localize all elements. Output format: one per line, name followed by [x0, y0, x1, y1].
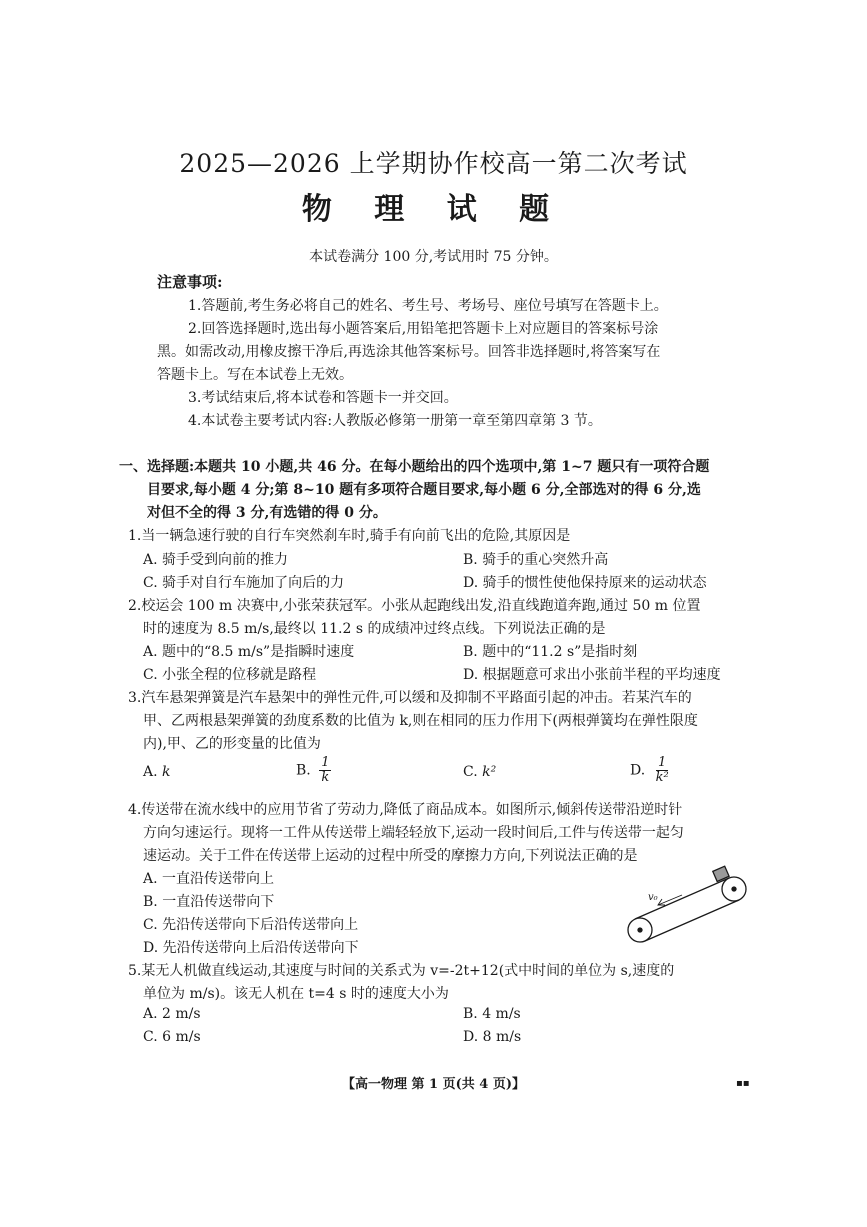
q2-option-b: B. 题中的“11.2 s”是指时刻 [463, 644, 638, 660]
q1-stem: 1.当一辆急速行驶的自行车突然刹车时,骑手有向前飞出的危险,其原因是 [128, 528, 571, 544]
q4-option-c: C. 先沿传送带向下后沿传送带向上 [143, 917, 359, 933]
q3-option-c [463, 764, 496, 780]
note-item-2: 2.回答选择题时,选出每小题答案后,用铅笔把答题卡上对应题目的答案标号涂 [188, 321, 659, 337]
q5-option-a: A. 2 m/s [143, 1006, 201, 1022]
q3-stem-line-3: 内),甲、乙的形变量的比值为 [143, 736, 321, 752]
note-item-3: 3.考试结束后,将本试卷和答题卡一并交回。 [188, 390, 458, 406]
subject-title: 物 理 试 题 [301, 192, 566, 227]
q4-stem-line-2: 方向匀速运行。现将一工件从传送带上端轻轻放下,运动一段时间后,工件与传送带一起匀 [143, 825, 684, 841]
upper-pulley-axle [732, 887, 736, 891]
q3-option-a-value: k [162, 764, 171, 780]
section-heading-line-3: 对但不全的得 3 分,有选错的得 0 分。 [147, 505, 387, 521]
q1-option-c: C. 骑手对自行车施加了向后的力 [143, 575, 345, 591]
q3-option-b-denominator: k [321, 770, 330, 785]
q3-option-d-label: D. [630, 762, 646, 779]
q3-stem-line-2: 甲、乙两根悬架弹簧的劲度系数的比值为 k,则在相同的压力作用下(两根弹簧均在弹性限度 [143, 713, 698, 729]
q3-option-b-label: B. [296, 762, 311, 779]
exam-intro: 本试卷满分 100 分,考试用时 75 分钟。 [309, 249, 558, 265]
velocity-label: v₀ [648, 892, 658, 903]
q1-option-d: D. 骑手的惯性使他保持原来的运动状态 [463, 575, 707, 591]
q2-stem-line-1: 2.校运会 100 m 决赛中,小张荣获冠军。小张从起跑线出发,沿直线跑道奔跑,通过 50 m 位置 [128, 598, 701, 614]
q1-option-b: B. 骑手的重心突然升高 [463, 552, 609, 568]
exam-title: 2025—2026 上学期协作校高一第二次考试 [179, 149, 688, 178]
q3-option-b-numerator: 1 [321, 755, 330, 770]
section-heading-line-1: 一、选择题:本题共 10 小题,共 46 分。在每小题给出的四个选项中,第 1~7 题只有一项符合题 [119, 459, 710, 475]
note-item-2-cont: 黑。如需改动,用橡皮擦干净后,再选涂其他答案标号。回答非选择题时,将答案写在 [157, 344, 661, 360]
q2-stem-line-2: 时的速度为 8.5 m/s,最终以 11.2 s 的成绩冲过终点线。下列说法正确的是 [143, 621, 606, 637]
q1-option-a: A. 骑手受到向前的推力 [143, 552, 289, 568]
q4-stem-line-1: 4.传送带在流水线中的应用节省了劳动力,降低了商品成本。如图所示,倾斜传送带沿逆时针 [128, 802, 683, 818]
q2-option-d: D. 根据题意可求出小张前半程的平均速度 [463, 667, 721, 683]
lower-pulley-axle [638, 928, 642, 932]
corner-mark: ▪▪ [736, 1078, 750, 1089]
belt-bottom-line [645, 900, 739, 941]
q3-option-c-label: C. [463, 764, 478, 780]
q3-option-a [143, 764, 171, 780]
conveyor-belt-diagram [618, 862, 758, 952]
page-footer: 【高一物理 第 1 页(共 4 页)】 [341, 1077, 526, 1092]
q4-stem-line-3: 速运动。关于工件在传送带上运动的过程中所受的摩擦力方向,下列说法正确的是 [143, 848, 638, 864]
q5-option-c: C. 6 m/s [143, 1029, 201, 1045]
q5-option-b: B. 4 m/s [463, 1006, 521, 1022]
q3-option-d-denominator: k² [655, 770, 669, 785]
section-heading-line-2: 目要求,每小题 4 分;第 8~10 题有多项符合题目要求,每小题 6 分,全部选对的得 6 分,选 [147, 482, 701, 498]
q3-option-d-numerator: 1 [658, 755, 667, 770]
velocity-arrowhead [658, 899, 665, 905]
q4-option-d: D. 先沿传送带向上后沿传送带向下 [143, 940, 359, 956]
note-item-2-cont2: 答题卡上。写在本试卷上无效。 [157, 367, 353, 383]
q5-stem-line-1: 5.某无人机做直线运动,其速度与时间的关系式为 v=-2t+12(式中时间的单位为 s,速度的 [128, 963, 675, 979]
q2-option-a: A. 题中的“8.5 m/s”是指瞬时速度 [143, 644, 355, 660]
notes-heading: 注意事项: [157, 273, 223, 291]
q3-option-d [630, 756, 671, 785]
note-item-1: 1.答题前,考生务必将自己的姓名、考生号、考场号、座位号填写在答题卡上。 [188, 298, 668, 314]
q5-option-d: D. 8 m/s [463, 1029, 522, 1045]
q3-option-b-fraction [319, 756, 331, 785]
q3-stem-line-1: 3.汽车悬架弹簧是汽车悬架中的弹性元件,可以缓和及抑制不平路面引起的冲击。若某汽车的 [128, 690, 692, 706]
q3-option-c-value: k² [482, 764, 497, 780]
q3-option-a-label: A. [143, 764, 158, 780]
q3-option-d-fraction [654, 756, 671, 785]
q3-option-b [296, 756, 331, 785]
note-item-4: 4.本试卷主要考试内容:人教版必修第一册第一章至第四章第 3 节。 [188, 413, 602, 429]
q5-stem-line-2: 单位为 m/s)。该无人机在 t=4 s 时的速度大小为 [143, 986, 449, 1002]
q4-option-b: B. 一直沿传送带向下 [143, 894, 275, 910]
q2-option-c: C. 小张全程的位移就是路程 [143, 667, 317, 683]
q4-option-a: A. 一直沿传送带向上 [143, 871, 275, 887]
